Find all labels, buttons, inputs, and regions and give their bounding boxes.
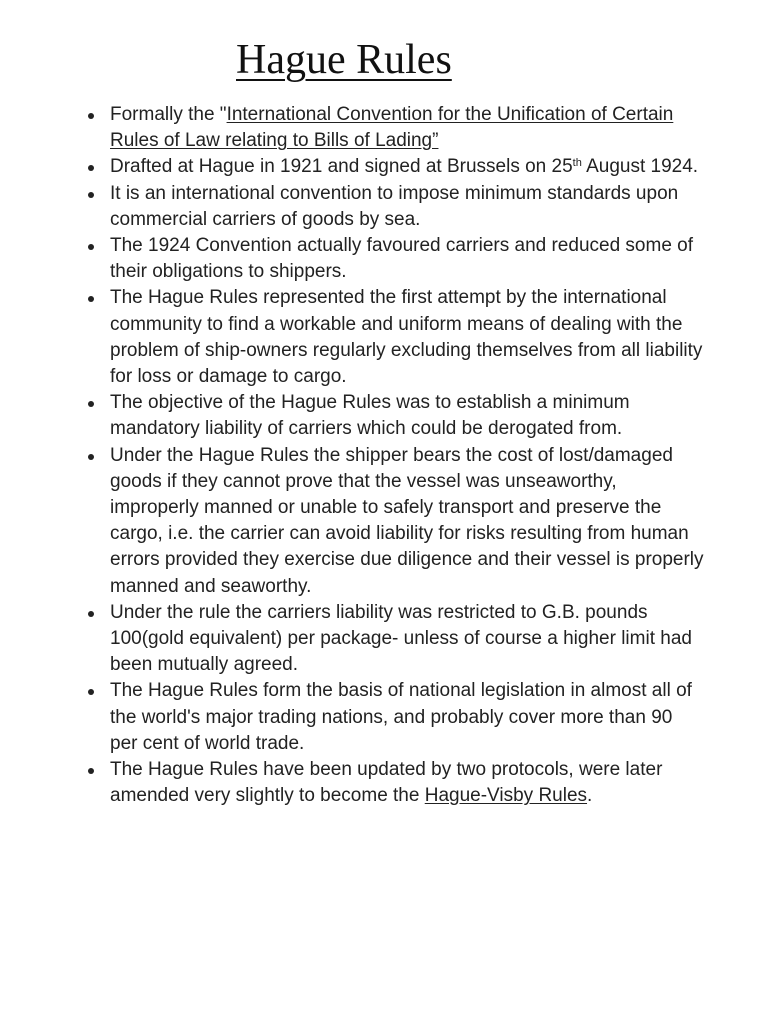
bullet-icon [88, 689, 94, 695]
list-item-text: Drafted at Hague in 1921 and signed at Brussels on 25 [110, 156, 573, 178]
bullet-icon [88, 165, 94, 171]
list-item-text: Formally the " [110, 104, 227, 125]
ordinal-superscript: th [572, 157, 582, 170]
list-item [83, 390, 705, 442]
bullet-list [83, 102, 705, 809]
list-item-text: The Hague Rules represented the first attempt by the international community to find a workable and uniform means of dealing with the problem of ship-owners regularly excluding themselves from all liability for loss or damage to cargo. [110, 287, 703, 388]
list-item [83, 757, 705, 809]
bullet-icon [88, 401, 94, 407]
page-title: Hague Rules [236, 37, 452, 83]
list-item [83, 102, 705, 154]
hague-visby-rules-link[interactable]: Hague-Visby Rules [424, 785, 588, 807]
bullet-icon [88, 296, 94, 302]
bullet-icon [88, 244, 94, 250]
list-item [83, 181, 705, 233]
list-item [83, 154, 705, 180]
bullet-icon [88, 768, 94, 774]
list-item [83, 678, 705, 757]
list-item-text: Under the Hague Rules the shipper bears the cost of lost/damaged goods if they cannot prove that the vessel was unseaworthy, improperly manned or unable to safely transport and preserve the cargo, i.e. the carrier can avoid liability for risks resulting from human errors provided they exercise due diligence and their vessel is properly manned and seaworthy. [110, 444, 704, 597]
list-item [83, 233, 705, 285]
list-item-text: August 1924. [581, 156, 699, 178]
list-item-text: The Hague Rules have been updated by two protocols, were later amended very slightly to become the [110, 759, 663, 807]
list-item [83, 443, 705, 600]
bullet-icon [88, 113, 94, 119]
list-item-text: The Hague Rules form the basis of national legislation in almost all of the world's major trading nations, and probably cover more than 90 per cent of world trade. [110, 680, 692, 754]
bullet-icon [88, 192, 94, 198]
list-item-text: The 1924 Convention actually favoured carriers and reduced some of their obligations to shippers. [110, 235, 694, 283]
convention-name-link[interactable]: International Convention for the Unification of Certain Rules of Law relating to Bills of Lading” [110, 104, 674, 152]
list-item-text: . [587, 785, 593, 807]
bullet-icon [88, 611, 94, 617]
list-item-text: Under the rule the carriers liability was restricted to G.B. pounds 100(gold equivalent) per package- unless of course a higher limit had been mutually agreed. [110, 601, 692, 676]
list-item [83, 600, 705, 679]
bullet-icon [88, 454, 94, 460]
list-item [83, 285, 705, 390]
list-item-text: The objective of the Hague Rules was to establish a minimum mandatory liability of carriers which could be derogated from. [110, 392, 630, 440]
list-item-text: It is an international convention to impose minimum standards upon commercial carriers of goods by sea. [110, 182, 679, 230]
